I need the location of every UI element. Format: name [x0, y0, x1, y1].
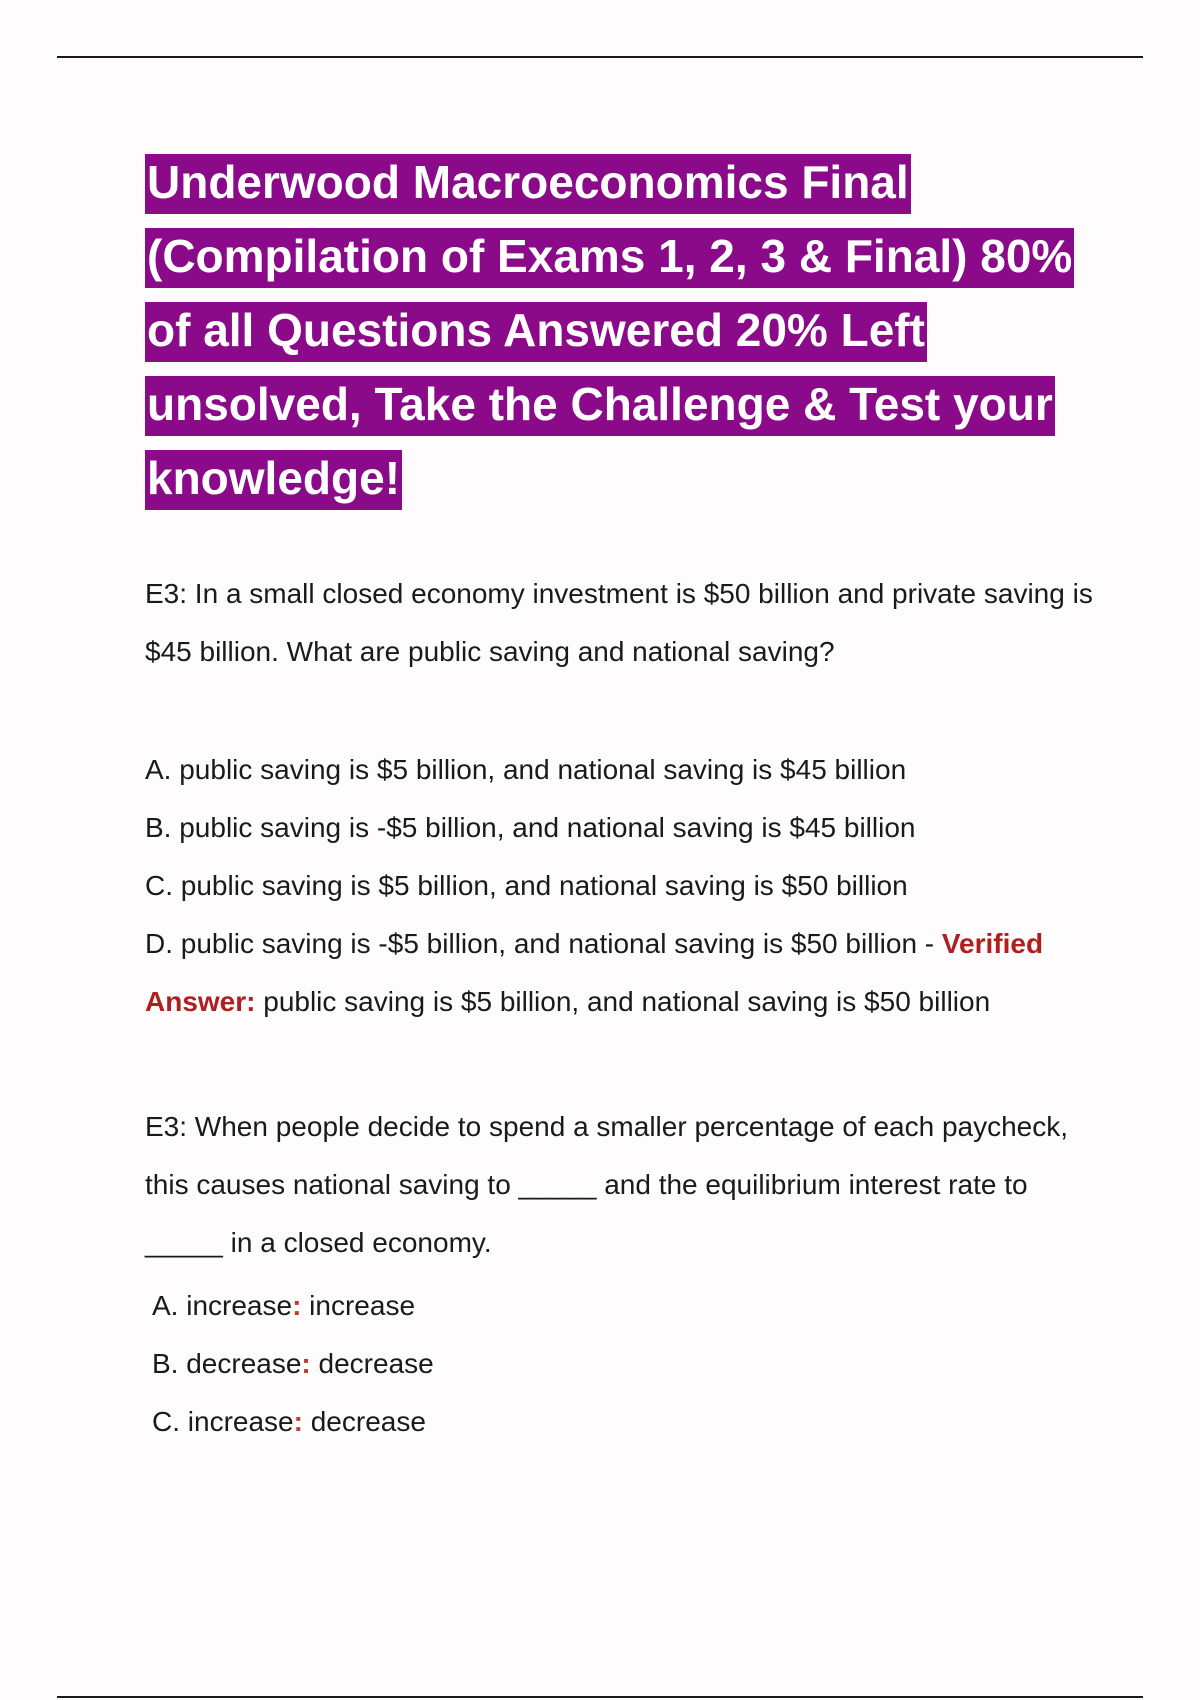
question-2-option-c [152, 1393, 1112, 1451]
option-b-colon: : [301, 1348, 311, 1379]
question-2-option-a [152, 1277, 1112, 1335]
question-2-option-b [152, 1335, 1112, 1393]
document-title [145, 145, 1075, 515]
option-b-first: B. decrease [152, 1348, 302, 1379]
top-rule [57, 56, 1143, 58]
option-a-colon: : [292, 1290, 302, 1321]
question-1-option-a: A. public saving is $5 billion, and national saving is $45 billion [145, 754, 907, 785]
question-1-text: E3: In a small closed economy investment is $50 billion and private saving is $45 billion. What are public saving and national saving? [145, 578, 1093, 667]
option-c-second: decrease [302, 1406, 426, 1437]
question-1-options [145, 741, 1105, 1031]
verified-answer-label: Verified Answer: [145, 928, 1044, 1017]
title-highlight: Underwood Macroeconomics Final (Compilation of Exams 1, 2, 3 & Final) 80% of all Questions Answered 20% Left unsolved, Take the Challenge & Test your knowledge! [145, 154, 1074, 510]
question-2-text: E3: When people decide to spend a smaller percentage of each paycheck, this causes national saving to _____ and the equilibrium interest rate to _____ in a closed economy. [145, 1111, 1069, 1258]
question-1-option-b: B. public saving is -$5 billion, and national saving is $45 billion [145, 812, 916, 843]
verified-answer-text: public saving is $5 billion, and national saving is $50 billion [255, 986, 991, 1017]
option-c-colon: : [293, 1406, 303, 1437]
option-a-second: increase [301, 1290, 416, 1321]
option-c-first: C. increase [152, 1406, 294, 1437]
option-b-second: decrease [310, 1348, 434, 1379]
option-a-first: A. increase [152, 1290, 293, 1321]
question-1-option-c: C. public saving is $5 billion, and national saving is $50 billion [145, 870, 908, 901]
bottom-rule [57, 1696, 1143, 1698]
question-2-options [152, 1277, 1112, 1451]
question-1-option-d: D. public saving is -$5 billion, and national saving is $50 billion - [145, 928, 942, 959]
